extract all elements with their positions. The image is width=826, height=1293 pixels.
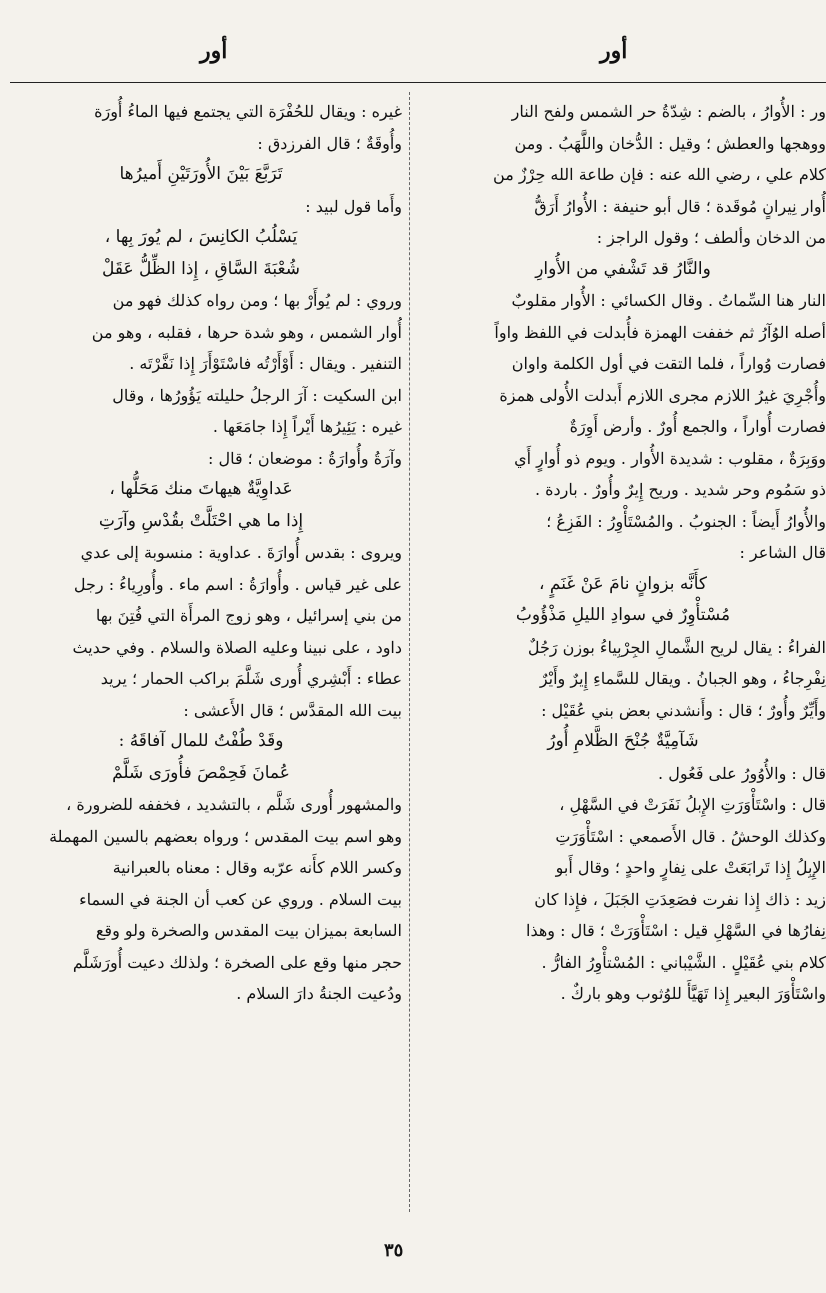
- verse-line: والنَّارُ قد تَشْفي من الأُوارِ: [535, 258, 711, 279]
- text-line: السابعة بميزان بيت المقدس والصخرة ولو وقع: [95, 921, 402, 940]
- text-line: ويروى : بقدس أُوارَةَ . عداوية : منسوبة إلى عدي: [80, 543, 402, 562]
- running-head-right: أور: [600, 38, 628, 64]
- column-divider: [409, 92, 410, 1212]
- verse-line: عُمانَ فَحِمْصَ فأُورَى شَلَّمْ: [112, 762, 290, 783]
- text-line: من بني إسرائيل ، وهو زوج المرأَة التي فُتِنَ بها: [95, 606, 402, 625]
- text-line: ووَبِرَةٌ ، مقلوب : شديدة الأُوار . ويوم ذو أُوارٍ أَي: [514, 448, 826, 468]
- text-line: قال : والأُوُورُ على فَعُول .: [658, 763, 826, 783]
- text-line: ور : الأُوارُ ، بالضم : شِدّةُ حر الشمس ولفح النار: [511, 102, 826, 121]
- text-line: ووهجها والعطش ؛ وقيل : الدُّخان واللَّهَبُ . ومن: [514, 133, 826, 153]
- text-line: أُوار نِيرانٍ مُوقَدة ؛ قال أبو حنيفة : الأُوارُ أَرَقُّ: [534, 196, 826, 216]
- verse-line: شَآمِيَّةٌ جُنْحَ الظَّلامِ أُورُ: [547, 731, 699, 751]
- text-line: التنفير . ويقال : أَوْأَرْتُه فاسْتَوْأَرَ إِذا نَفَّرْتَه .: [129, 354, 402, 373]
- text-line: والأُوارُ أَيضاً : الجنوبُ . والمُسْتَأْوِرُ : الفَزِعُ ؛: [546, 511, 826, 531]
- text-line: واسْتَأْوَرَ البعير إِذا تَهَيَّأَ للوُثوب وهو باركٌ .: [560, 984, 826, 1003]
- verse-line: تَرَبَّعَ بَيْنَ الأُورَتَيْنِ أَميرُها: [119, 164, 283, 184]
- text-line: وأُجْرِيَ غيرُ اللازم مجرى اللازم أَبدلت الأُولى همزة: [499, 385, 826, 405]
- left-column: [0, 96, 402, 1010]
- text-line: أصله الوُآرُ ثم خففت الهمزة فأُبدلت في اللفظ واواً: [494, 322, 826, 342]
- text-line: وهو اسم بيت المقدس ؛ ورواه بعضهم بالسين المهملة: [49, 826, 402, 846]
- text-line: على غير قياس . وأُوارَةُ : اسم ماء . وأُورِياءُ : رجل: [73, 574, 402, 594]
- text-line: وكسر اللام كأَنه عرّبه وقال : معناه بالعبرانية: [112, 858, 402, 877]
- text-line: النار هنا السِّماتُ . وقال الكسائي : الأُوار مقلوبٌ: [511, 291, 826, 310]
- text-line: فصارت وُواراً ، فلما التقت في أول الكلمة واوان: [511, 354, 826, 373]
- text-line: وآرَةُ وأُوارَةُ : موضعان ؛ قال :: [207, 448, 402, 468]
- text-line: غيره : يَئِيرُها أَيْراً إِذا جامَعَها .: [212, 417, 402, 436]
- running-head-left: أور: [200, 38, 228, 64]
- right-column: [420, 96, 826, 1010]
- text-line: كلام بني عُقَيْلٍ . الشَّيْباني : المُسْتأْوِرُ الفارُّ .: [541, 952, 826, 972]
- text-line: من الدخان وألطف ؛ وقول الراجز :: [596, 228, 826, 247]
- header-rule: [10, 82, 826, 83]
- text-line: وأَما قول لبيد :: [305, 196, 402, 216]
- text-line: داود ، على نبينا وعليه الصلاة والسلام . وفي حديث: [72, 637, 402, 657]
- verse-line: شُعْبَةَ السَّاقِ ، إِذا الظِّلُّ عَقَلْ: [102, 258, 300, 279]
- text-line: عطاء : أَبْشِري أُورى شَلَّمَ براكب الحمار ؛ يريد: [100, 669, 402, 688]
- text-line: قال الشاعر :: [739, 543, 826, 562]
- text-line: نِفْرِجاءُ ، وهو الجبانُ . ويقال للسَّماءِ إِيرٌ وأَيْرٌ: [539, 669, 826, 688]
- text-line: كلام علي ، رضي الله عنه : فإن طاعة الله حِرْزٌ من: [493, 165, 826, 184]
- verse-line: مُسْتأْوِرٌ في سوادِ الليلِ مَذْؤُوبُ: [515, 605, 731, 625]
- page-number: ٣٥: [384, 1240, 404, 1261]
- text-line: زيد : ذاك إِذا نفرت فصَعِدَتِ الجَبَلَ ، فإِذا كان: [534, 889, 826, 909]
- text-line: وروي : لم يُوأَرْ بها ؛ ومن رواه كذلك فهو من: [112, 291, 402, 310]
- text-line: بيت الله المقدَّس ؛ قال الأَعشى :: [183, 700, 402, 720]
- text-line: وكذلك الوحشُ . قال الأَصمعي : اسْتَأْوَرَتِ: [555, 826, 826, 846]
- text-line: والمشهور أُورى شَلَّم ، بالتشديد ، فخففه للضرورة ،: [66, 795, 402, 814]
- text-line: بيت السلام . وروي عن كعب أن الجنة في السماء: [79, 889, 402, 909]
- text-line: قال : واسْتَأْوَرَتِ الإِبلُ نَفَرَتْ في السَّهْلِ ،: [559, 795, 826, 814]
- verse-line: يَسْلُبُ الكانِسَ ، لم يُورَ بِها ،: [104, 227, 298, 247]
- text-line: غيره : ويقال للحُفْرَة التي يجتمع فيها الماءُ أُورَة: [94, 102, 402, 121]
- text-line: الفراءُ : يقال لريح الشَّمالِ الجِرْبِياءُ بوزن رَجُلٌ: [527, 637, 826, 657]
- text-line: الإِبِلُ إِذا تَرابَعَتْ على نِفارٍ واحدٍ ؛ وقال أَبو: [555, 858, 826, 877]
- verse-line: عَداوِيَّةٌ هيهاتَ منك مَحَلُّها ،: [109, 479, 293, 499]
- text-line: حجر منها وقع على الصخرة ؛ ولذلك دعيت أُورَشَلَّم: [72, 952, 402, 972]
- text-line: وأَيِّرٌ وأُورٌ ؛ قال : وأَنشدني بعض بني عُقَيْل :: [541, 700, 826, 720]
- text-line: وأُوقَةٌ ؛ قال الفرزدق :: [257, 133, 402, 153]
- verse-line: وقَدْ طُفْتُ للمال آفاقَهُ :: [118, 731, 284, 751]
- text-line: أُوار الشمس ، وهو شدة حرها ، فقلبه ، وهو من: [91, 322, 402, 342]
- text-line: فصارت أُواراً ، والجمع أُورٌ . وأرض أَوِرَةٌ: [569, 417, 826, 436]
- text-line: ذو سَمُوم وحر شديد . وريح إِيرٌ وأُورٌ . باردة .: [534, 480, 826, 499]
- verse-line: كأَنَّه بزوانٍ نامَ عَنْ غَنَمٍ ،: [538, 573, 707, 594]
- text-line: نِفارُها في السَّهْلِ قيل : اسْتَأْوَرَتْ ؛ قال : وهذا: [526, 921, 826, 940]
- text-line: ابن السكيت : آرَ الرجلُ حليلته يَؤُورُها ، وقال: [112, 385, 402, 405]
- verse-line: إِذا ما هي احْتَلَّتْ بقُدْسِ وآرَتِ: [98, 510, 304, 531]
- text-line: ودُعيت الجنةُ دارَ السلام .: [236, 984, 402, 1003]
